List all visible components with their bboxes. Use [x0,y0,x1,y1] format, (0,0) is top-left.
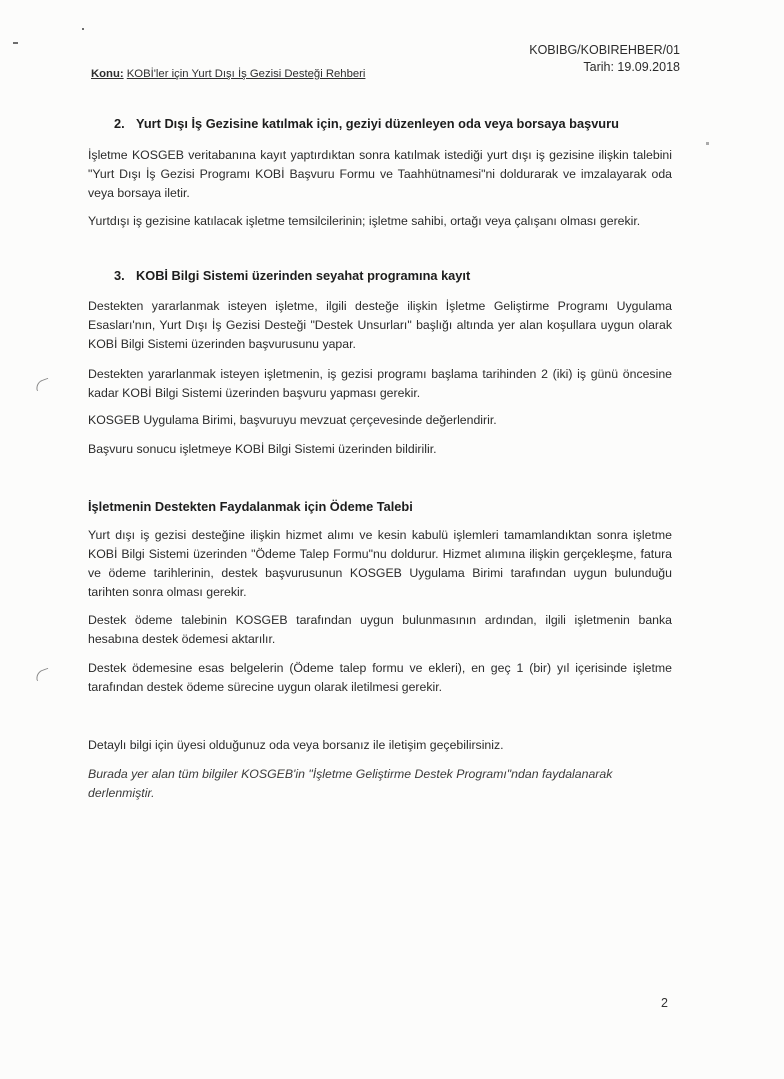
subject-label: Konu: [91,68,124,80]
payment-section-heading: İşletmenin Destekten Faydalanmak için Ödeme Talebi [88,499,413,514]
paragraph: Destekten yararlanmak isteyen işletme, ilgili desteğe ilişkin İşletme Geliştirme Programı Uygulama Esasları'nın, Yurt Dışı İş Gezisi Desteği "Destek Unsurları" başlığı altında yer alan koşullara uygun olarak KOBİ Bilgi Sistemi üzerinden başvurusunu yapar. [88,299,672,351]
paragraph: Başvuru sonucu işletmeye KOBİ Bilgi Sistemi üzerinden bildirilir. [88,442,437,456]
scan-speck [82,28,84,30]
paragraph: Yurt dışı iş gezisi desteğine ilişkin hizmet alımı ve kesin kabulü işlemleri tamamlandıktan sonra işletme KOBİ Bilgi Sistemi üzerinden "Ödeme Talep Formu"nu doldurur. Hizmet alımına ilişkin gerçekleşme, fatura ve ödeme tarihlerinin, destek başvurusunun KOSGEB Uygulama Birimi tarafından uygun bulunduğu tarihten sonra olması gerekir. [88,528,672,599]
subject-line [91,68,365,80]
paragraph: Destek ödeme talebinin KOSGEB tarafından uygun bulunmasının ardından, ilgili işletmenin banka hesabına destek ödemesi aktarılır. [88,613,672,646]
document-date: Tarih: 19.09.2018 [583,60,680,74]
paragraph: Destekten yararlanmak isteyen işletmenin, iş gezisi programı başlama tarihinden 2 (iki) iş günü öncesine kadar KOBİ Bilgi Sistemi üzerinden başvuru yapması gerekir. [88,367,672,400]
paragraph: İşletme KOSGEB veritabanına kayıt yaptırdıktan sonra katılmak istediği yurt dışı iş gezisine ilişkin talebini "Yurt Dışı İş Gezisi Programı KOBİ Başvuru Formu ve Taahhütnamesi"ni doldurarak ve imzalayarak oda veya borsaya iletir. [88,148,672,200]
punch-hole-mark [34,378,51,392]
paragraph: KOSGEB Uygulama Birimi, başvuruyu mevzuat çerçevesinde değerlendirir. [88,413,497,427]
section-number: 2. [114,116,125,131]
section-title: KOBİ Bilgi Sistemi üzerinden seyahat programına kayıt [136,268,471,283]
subject-text: KOBİ'ler için Yurt Dışı İş Gezisi Desteği Rehberi [126,68,366,80]
paragraph: Yurtdışı iş gezisine katılacak işletme temsilcilerinin; işletme sahibi, ortağı veya çalışanı olması gerekir. [88,214,641,228]
paragraph: Destek ödemesine esas belgelerin (Ödeme talep formu ve ekleri), en geç 1 (bir) yıl içerisinde işletme tarafından destek ödeme sürecine uygun olarak iletilmesi gerekir. [88,661,672,694]
source-note: Burada yer alan tüm bilgiler KOSGEB'in "İşletme Geliştirme Destek Programı"ndan faydalanarak derlenmiştir. [88,767,613,800]
section-number: 3. [114,268,125,283]
punch-hole-mark [34,668,51,682]
scan-speck [13,42,18,44]
section-2-heading [114,116,619,131]
page-number: 2 [661,996,668,1010]
section-title: Yurt Dışı İş Gezisine katılmak için, geziyi düzenleyen oda veya borsaya başvuru [136,116,619,131]
document-code: KOBIBG/KOBIREHBER/01 [529,43,680,57]
scan-speck [706,142,709,145]
section-3-heading [114,268,470,283]
contact-note: Detaylı bilgi için üyesi olduğunuz oda veya borsanız ile iletişim geçebilirsiniz. [88,738,504,752]
